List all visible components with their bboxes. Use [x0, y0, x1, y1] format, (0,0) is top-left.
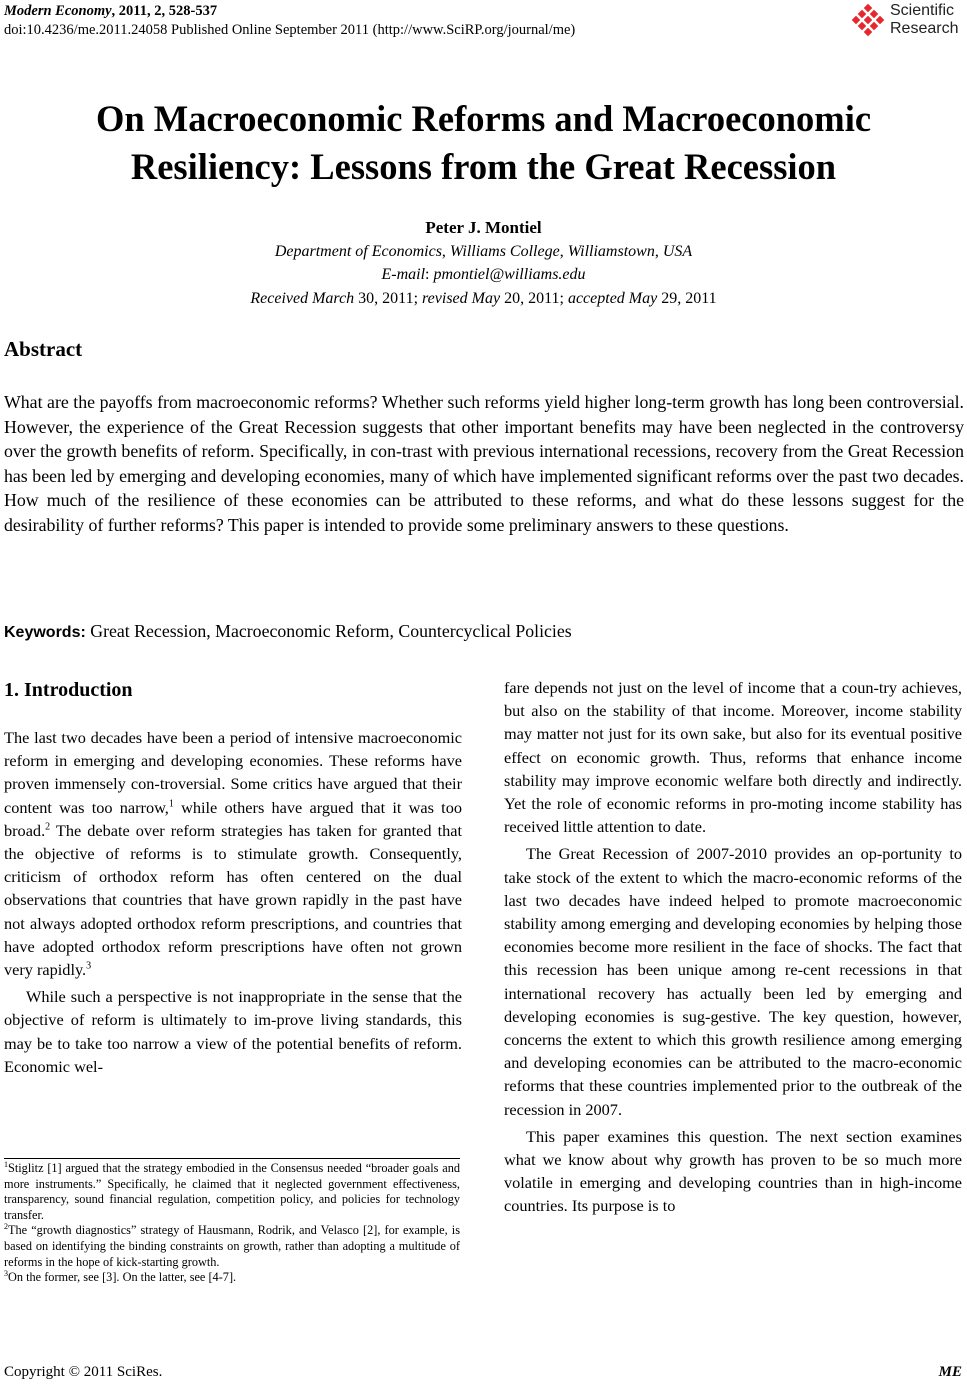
doi-line: doi:10.4236/me.2011.24058 Published Online September 2011 (http://www.SciRP.org/journal/me) — [4, 22, 576, 38]
accepted-label: accepted May — [567, 290, 658, 307]
affiliation-dept: Department of Economics — [274, 243, 442, 260]
abstract-text: What are the payoffs from macroeconomic reforms? Whether such reforms yield higher long-term growth has long been controversial. However, the experience of the Great Recession suggests that other important benefits may have been neglected in the controversy over the growth benefits of reform. Specifically, in con-trast with previous international recessions, recovery from the Great Recession has been led by emerging and developing economies, many of which have implemented significant reforms over the past two decades. How much of the resilience of these economies can be attributed to these reforms, and what do these lessons suggest for the desirability of further reforms? This paper is intended to provide some preliminary answers to these questions. — [4, 392, 964, 535]
affiliation-city: Williamstown — [567, 243, 655, 260]
affiliation-college: Williams College — [449, 243, 560, 260]
footnote-ref-1: 1 — [168, 798, 174, 810]
title-line-1: On Macroeconomic Reforms and Macroeconomic — [95, 98, 872, 139]
author-name: Peter J. Montiel — [425, 218, 542, 237]
title-line-2: Resiliency: Lessons from the Great Recession — [130, 146, 837, 187]
footnote-2-number: 2 — [4, 1222, 8, 1232]
logo-line-1: Scientific — [890, 2, 955, 19]
page-footer — [4, 1363, 962, 1381]
footnote-ref-3: 3 — [86, 960, 92, 972]
logo-line-2: Research — [890, 20, 959, 37]
affiliation-country: USA — [662, 243, 693, 260]
footnote-3 — [4, 1270, 460, 1286]
intro-paragraph-4: This paper examines this question. The next section examines what we know about why growth has proven to be so much more volatile in emerging and developing countries than in high-income countries. Its purpose is to — [504, 1126, 962, 1216]
intro-paragraph-2-continued: fare depends not just on the level of income that a coun-try achieves, but also on the stability of that income. Moreover, income stability may matter not just for its own sake, but also for its eventual positive effect on economic growth. Thus, reforms that enhance income stability may improve economic welfare both directly and indirectly. Yet the role of economic reforms in pro-moting income stability has received little attention to date. — [504, 678, 962, 837]
footnote-2 — [4, 1223, 460, 1270]
affiliation-line: Department of Economics, Williams College, Williamstown, USA — [274, 243, 693, 260]
dates-line — [0, 289, 967, 309]
email-label: E-mail — [381, 266, 426, 283]
running-header — [4, 2, 575, 40]
footnote-3-text: On the former, see [3]. On the latter, see [4-7]. — [8, 1270, 237, 1285]
right-column — [504, 676, 962, 1218]
intro-p1-part-a: The last two decades have been a period of intensive macroeconomic reform in emerging and developing economies. These reforms have proven immensely con-troversial. Some critics have argued that their content was too narrow, — [4, 728, 462, 817]
revised-label: revised May — [422, 290, 501, 307]
intro-paragraph-2-start: While such a perspective is not inappropriate in the sense that the objective of reform is ultimately to im-prove living standards, this may be to take too narrow a view of the potential benefits of reform. Economic wel- — [4, 987, 462, 1076]
footnote-1 — [4, 1161, 460, 1223]
received-date: 30, 2011; — [354, 290, 423, 307]
footnote-3-number: 3 — [4, 1269, 8, 1279]
intro-paragraph-1 — [4, 726, 462, 981]
footnote-divider — [4, 1158, 460, 1159]
publisher-logo — [850, 2, 967, 42]
section-heading-introduction: 1. Introduction — [4, 679, 133, 701]
journal-citation — [4, 2, 575, 21]
footnote-2-text: The “growth diagnostics” strategy of Hausmann, Rodrik, and Velasco [2], for example, is based on identifying the binding constraints on growth, rather than adopting a multitude of reforms in the hope of kick-starting growth. — [4, 1223, 460, 1269]
revised-date: 20, 2011; — [500, 290, 568, 307]
paper-title — [0, 95, 967, 191]
received-label: Received March — [250, 290, 355, 307]
journal-name: Modern Economy — [4, 3, 112, 19]
keywords-label: Keywords: — [4, 624, 86, 641]
intro-p1-part-c: The debate over reform strategies has taken for granted that the objective of reforms is to stimulate growth. Consequently, criticism of orthodox reform has often centered on the dual observations that countries that have grown rapidly in the past have not always adopted orthodox reform prescriptions, and countries that have adopted orthodox reform prescriptions have often not grown very rapidly. — [4, 820, 462, 980]
accepted-date: 29, 2011 — [657, 290, 717, 307]
journal-volume-pages: , 2011, 2, 528-537 — [111, 3, 218, 19]
email-line: E-mail: pmontiel@williams.edu — [381, 266, 586, 283]
left-column — [4, 726, 462, 1078]
email-address: pmontiel@williams.edu — [433, 266, 586, 283]
keywords-line — [4, 619, 572, 645]
footnote-1-text: Stiglitz [1] argued that the strategy embodied in the Consensus needed “broader goals and more instruments.” Specifically, he claimed that it neglected government effectiveness, transparency, sound financial regulation, competition policy, and policies for technology transfer. — [4, 1161, 460, 1222]
footnote-ref-2: 2 — [45, 821, 51, 833]
copyright-notice: Copyright © 2011 SciRes. — [4, 1364, 163, 1380]
footnote-1-number: 1 — [4, 1159, 8, 1169]
intro-paragraph-3: The Great Recession of 2007-2010 provides an op-portunity to take stock of the extent to which the macro-economic reforms of the last two decades have indeed helped to promote macroeconomic stability among emerging and developing economies by helping those economies become more resilient in the face of shocks. The fact that this recession has been unique among re-cent recessions in that international recovery has actually been led by emerging and developing economies is sug-gestive. The key question, however, concerns the extent to which this growth resilience among emerging and developing economies can be attributed to the macro-economic reforms that these countries implemented prior to the outbreak of the recession in 2007. — [504, 844, 962, 1119]
keywords-text: Great Recession, Macroeconomic Reform, Countercyclical Policies — [85, 621, 572, 641]
logo-diamond-icon — [850, 4, 886, 40]
abstract-heading: Abstract — [4, 337, 83, 361]
intro-p1-part-b: while others have argued that it was too broad. — [4, 797, 462, 840]
journal-abbreviation: ME — [938, 1364, 962, 1380]
logo-text — [890, 2, 958, 38]
footnotes — [4, 1161, 460, 1286]
